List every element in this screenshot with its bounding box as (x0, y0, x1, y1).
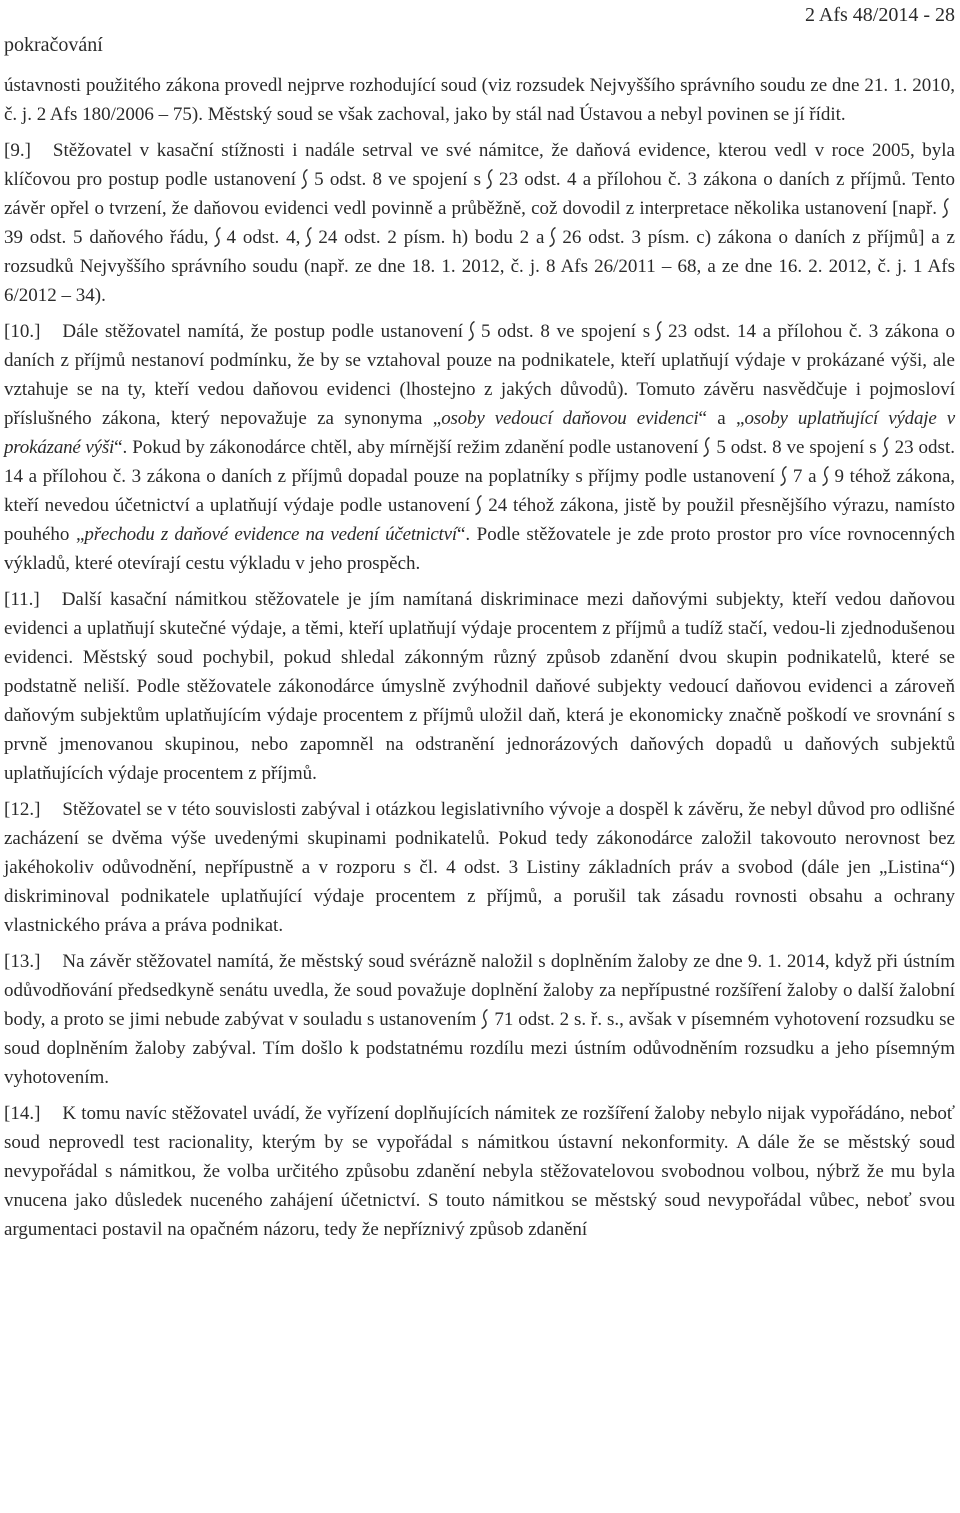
paragraph-14 (4, 1099, 955, 1244)
section-sign-icon (473, 494, 484, 516)
section-sign-icon (484, 168, 495, 190)
paragraph-text: “. Podle stěžovatele je zde proto prostor pro více rovnocenných výkladů, které otevírají cestu výkladu v jeho prospěch. (4, 524, 956, 574)
paragraph-text: 9 téhož zákona, kteří nevedou účetnictví a uplatňují výdaje podle ustanovení (4, 466, 956, 516)
paragraph-text: “ a „ (698, 408, 745, 429)
italic-term: osoby vedoucí daňovou evidenci (441, 408, 699, 429)
paragraph-text: 4 odst. 4, (226, 227, 301, 248)
paragraph-text: Stěžovatel v kasační stížnosti i nadále setrval ve své námitce, že daňová evidence, kterou vedl v roce 2005, byla klíčovou pro postup podle ustanovení (4, 140, 955, 190)
section-sign-icon (303, 226, 314, 248)
section-sign-icon (212, 226, 223, 248)
paragraph-number: [13.] (4, 951, 41, 972)
paragraph-number: [10.] (4, 321, 41, 342)
paragraph-12 (4, 795, 955, 940)
section-sign-icon (778, 465, 789, 487)
case-number: 2 Afs 48/2014 - 28 (805, 4, 955, 26)
paragraph-text: K tomu navíc stěžovatel uvádí, že vyřízení doplňujících námitek ze rozšíření žaloby nebylo nijak vypořádáno, neboť soud neprovedl test racionality, kterým by se vypořádal s námitkou ústavní nekonformity. A dále že se městský soud nevypořádal s námitkou, že volba určitého způsobu zdanění nebyla stěžovatelovou svobodnou volbou, nýbrž že mu byla vnucena jako důsledek nuceného zahájení účetnictví. S touto námitkou se městský soud nevypořádal vůbec, neboť svou argumentaci postavil na opačném názoru, tedy že nepříznivý způsob zdanění (4, 1103, 955, 1240)
paragraph-text: Dále stěžovatel namítá, že postup podle ustanovení (62, 321, 463, 342)
paragraph-text: 5 odst. 8 ve spojení s (480, 321, 651, 342)
paragraph-text: “. Pokud by zákonodárce chtěl, aby mírnější režim zdanění podle ustanovení (114, 437, 699, 458)
paragraph-text: 5 odst. 8 ve spojení s (314, 169, 481, 190)
paragraph-text: 71 odst. 2 s. ř. s., avšak v písemném vyhotovení rozsudku se soud doplněním žaloby zabýval. Tím došlo k podstatnému rozdílu mezi ústním odůvodněním rozsudku a jeho písemným vyhotovením. (4, 1009, 955, 1088)
intro-text: ústavnosti použitého zákona provedl nejprve rozhodující soud (viz rozsudek Nejvyššího správního soudu ze dne 21. 1. 2010, č. j. 2 Afs 180/2006 – 75). Městský soud se však zachoval, jako by stál nad Ústavou a nebyl povinen se jí řídit. (4, 75, 955, 125)
paragraph-13 (4, 947, 955, 1092)
paragraph-text: 26 odst. 3 písm. c) zákona o daních z příjmů] a z rozsudků Nejvyššího správního soudu (např. ze dne 18. 1. 2012, č. j. 8 Afs 26/2011 – 68, a ze dne 16. 2. 2012, č. j. 1 Afs 6/2012 – 34). (4, 227, 955, 306)
section-sign-icon (820, 465, 831, 487)
paragraph-11 (4, 585, 955, 788)
document-page (4, 0, 955, 1244)
paragraph-10 (4, 317, 955, 578)
section-sign-icon (479, 1008, 490, 1030)
paragraph-text: 23 odst. 4 a přílohou č. 3 zákona o daních z příjmů. Tento závěr opřel o tvrzení, že daňovou evidenci vedl povinně a průběžně, což dovodil z interpretace několika ustanovení [např. (4, 169, 955, 219)
italic-term: osoby uplatňující výdaje v prokázané výši (4, 408, 955, 458)
page-header (4, 0, 955, 60)
paragraph-text: 24 téhož zákona, jistě by použil přesnějšího výrazu, namísto pouhého „ (4, 495, 955, 545)
paragraph-text: Na závěr stěžovatel namítá, že městský soud svérázně naložil s doplněním žaloby ze dne 9. 1. 2014, když při ústním odůvodňování předsedkyně senátu uvedla, že soud považuje doplnění žaloby za nepřípustné rozšíření žaloby o další žalobní body, a proto se jimi nebude zabývat v souladu s ustanovením (4, 951, 955, 1030)
section-sign-icon (940, 197, 951, 219)
paragraph-text: 23 odst. 14 a přílohou č. 3 zákona o daních z příjmů dopadal pouze na poplatníky s příjmy podle ustanovení (4, 437, 955, 487)
paragraph-9 (4, 136, 955, 310)
section-sign-icon (299, 168, 310, 190)
paragraph-text: 5 odst. 8 ve spojení s (716, 437, 877, 458)
continuation-label: pokračování (4, 34, 103, 56)
paragraph-number: [12.] (4, 799, 41, 820)
paragraph-text: 23 odst. 14 a přílohou č. 3 zákona o daních z příjmů nestanoví podmínku, že by se vztahoval pouze na podnikatele, kteří uplatňují výdaje v prokázané výši, ale vztahuje se na ty, kteří vedou daňovou evidenci (lhostejno z jakých důvodů). Tomuto závěru nasvědčuje i pojmosloví příslušného zákona, který nepovažuje za synonyma „ (4, 321, 955, 429)
intro-paragraph (4, 71, 955, 129)
section-sign-icon (547, 226, 558, 248)
paragraph-number: [9.] (4, 140, 31, 161)
paragraph-text: Stěžovatel se v této souvislosti zabýval i otázkou legislativního vývoje a dospěl k závěru, že nebyl důvod pro odlišné zacházení se dvěma výše uvedenými skupinami podnikatelů. Pokud tedy zákonodárce založil takovouto nerovnost bez jakéhokoliv odůvodnění, nepřípustně a v rozporu s čl. 4 odst. 3 Listiny základních práv a svobod (dále jen „Listina“) diskriminoval podnikatele uplatňující výdaje procentem z příjmů, a porušil tak zásadu rovnosti obsahu a ochrany vlastnického práva a práva podnikat. (4, 799, 955, 936)
paragraph-text: 7 a (792, 466, 817, 487)
paragraph-number: [14.] (4, 1103, 41, 1124)
paragraph-number: [11.] (4, 589, 40, 610)
section-sign-icon (653, 320, 664, 342)
paragraph-text: 39 odst. 5 daňového řádu, (4, 227, 209, 248)
paragraph-text: Další kasační námitkou stěžovatele je jím namítaná diskriminace mezi daňovými subjekty, kteří vedou daňovou evidenci a uplatňují skutečné výdaje, a těmi, kteří uplatňují výdaje procentem z příjmů a tudíž stačí, vedou-li zjednodušenou evidenci. Městský soud pochybil, pokud shledal zákonným různý způsob zdanění dvou skupin podnikatelů, které se podstatně neliší. Podle stěžovatele zákonodárce úmyslně zvýhodnil daňové subjekty vedoucí daňovou evidenci a zároveň daňovým subjektům uplatňujícím výdaje procentem z příjmů uložil daň, která je ekonomicky značně poškodí ve srovnání s prvně jmenovanou skupinou, nebo zapomněl na odstranění jednorázových daňových dopadů u daňových subjektů uplatňujících výdaje procentem z příjmů. (4, 589, 955, 784)
italic-term: přechodu z daňové evidence na vedení účetnictví (84, 524, 457, 545)
paragraph-text: 24 odst. 2 písm. h) bodu 2 a (318, 227, 545, 248)
section-sign-icon (466, 320, 477, 342)
section-sign-icon (701, 436, 712, 458)
section-sign-icon (880, 436, 891, 458)
